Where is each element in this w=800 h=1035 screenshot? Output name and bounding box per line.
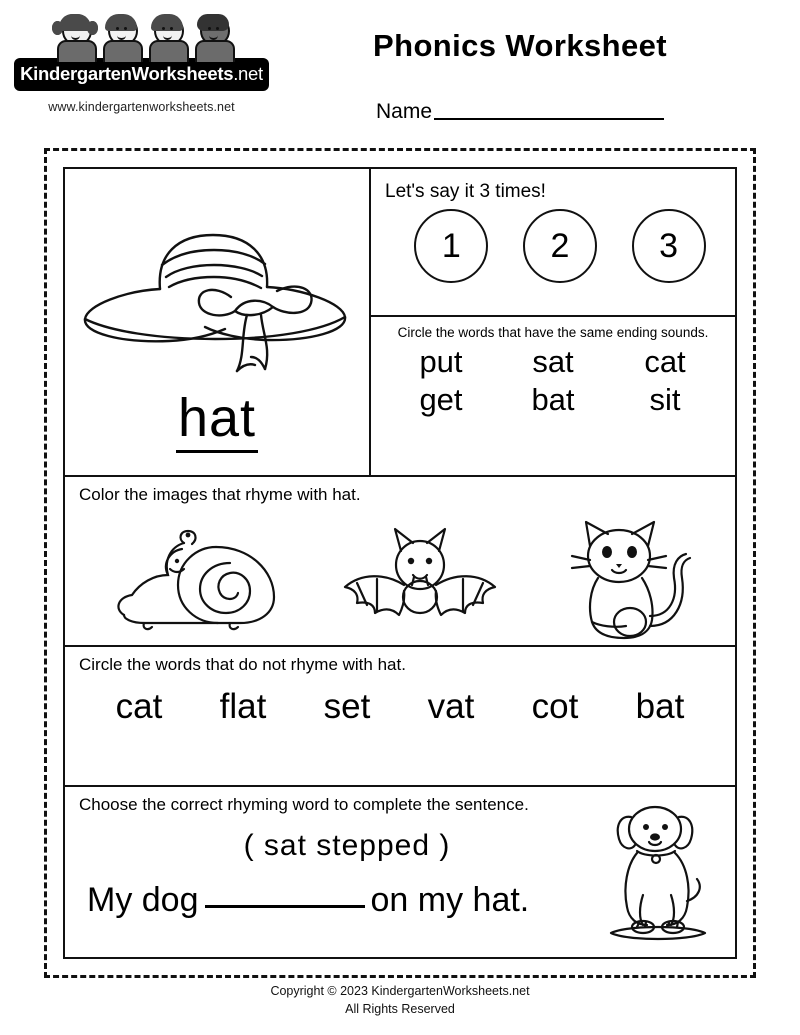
logo-word-worksheets: Worksheets [131,63,234,84]
color-rhyme-instruction: Color the images that rhyme with hat. [79,485,361,504]
number-circle-2[interactable]: 2 [523,209,597,283]
say-it-instruction: Let's say it 3 times! [385,181,546,202]
color-rhyme-images [65,509,735,645]
page-title: Phonics Worksheet [373,28,667,63]
name-label: Name [375,100,433,123]
site-logo[interactable] [14,14,269,114]
ending-word-sat[interactable]: sat [532,344,574,379]
snail-image[interactable] [104,517,294,637]
kid-figure-2 [99,14,143,60]
worksheet-row-3 [65,647,735,787]
page-footer [0,982,800,1018]
kid-figure-4 [191,14,235,60]
hat-word: hat [65,387,369,449]
logo-word-kindergarten: Kindergarten [20,63,132,84]
name-input-line[interactable] [434,118,664,120]
worksheet-inner-border [63,167,737,959]
logo-kids-illustration [18,14,269,60]
kid-figure-3 [145,14,189,60]
not-rhyme-word-bat[interactable]: bat [635,687,685,726]
say-it-panel [371,169,735,317]
ending-word-cat[interactable]: cat [644,344,686,379]
worksheet-row-1 [65,169,735,477]
not-rhyme-word-vat[interactable]: vat [427,687,475,726]
cat-image[interactable] [546,512,696,642]
ending-word-bat[interactable]: bat [531,382,575,417]
not-rhyme-instruction: Circle the words that do not rhyme with hat. [79,655,406,674]
right-panel [371,169,735,475]
worksheet-frame [44,148,756,978]
sentence-choices[interactable]: ( sat stepped ) [243,829,451,862]
kid-figure-1 [53,14,97,60]
dog-image [593,795,723,945]
not-rhyme-word-set[interactable]: set [323,687,371,726]
number-circle-3[interactable]: 3 [632,209,706,283]
logo-word-net: .net [233,63,263,84]
hat-panel [65,169,371,475]
sentence-instruction: Choose the correct rhyming word to complete the sentence. [79,795,529,814]
not-rhyme-word-cat[interactable]: cat [115,687,163,726]
logo-wordmark [14,58,269,91]
hat-image [65,219,369,379]
page-header [0,0,800,140]
say-it-circles [385,209,735,283]
worksheet-row-2 [65,477,735,647]
ending-word-sit[interactable]: sit [649,382,681,417]
ending-sounds-panel [371,317,735,418]
name-field-row [270,100,770,124]
worksheet-row-4 [65,787,735,957]
bat-image[interactable] [325,517,515,637]
ending-word-put[interactable]: put [419,344,463,379]
not-rhyme-word-cot[interactable]: cot [531,687,579,726]
sentence-end: on my hat. [370,881,530,919]
number-circle-1[interactable]: 1 [414,209,488,283]
rights-text: All Rights Reserved [345,1002,455,1017]
not-rhyme-word-row [65,675,735,727]
ending-sounds-instruction: Circle the words that have the same ending sounds. [397,325,709,340]
not-rhyme-word-flat[interactable]: flat [219,687,267,726]
sentence-blank[interactable] [205,905,365,908]
sentence-start: My dog [87,881,199,919]
ending-sounds-word-grid [371,342,735,418]
copyright-text: Copyright © 2023 KindergartenWorksheets.net [270,984,530,998]
site-url: www.kindergartenworksheets.net [48,100,235,114]
ending-word-get[interactable]: get [419,382,463,417]
